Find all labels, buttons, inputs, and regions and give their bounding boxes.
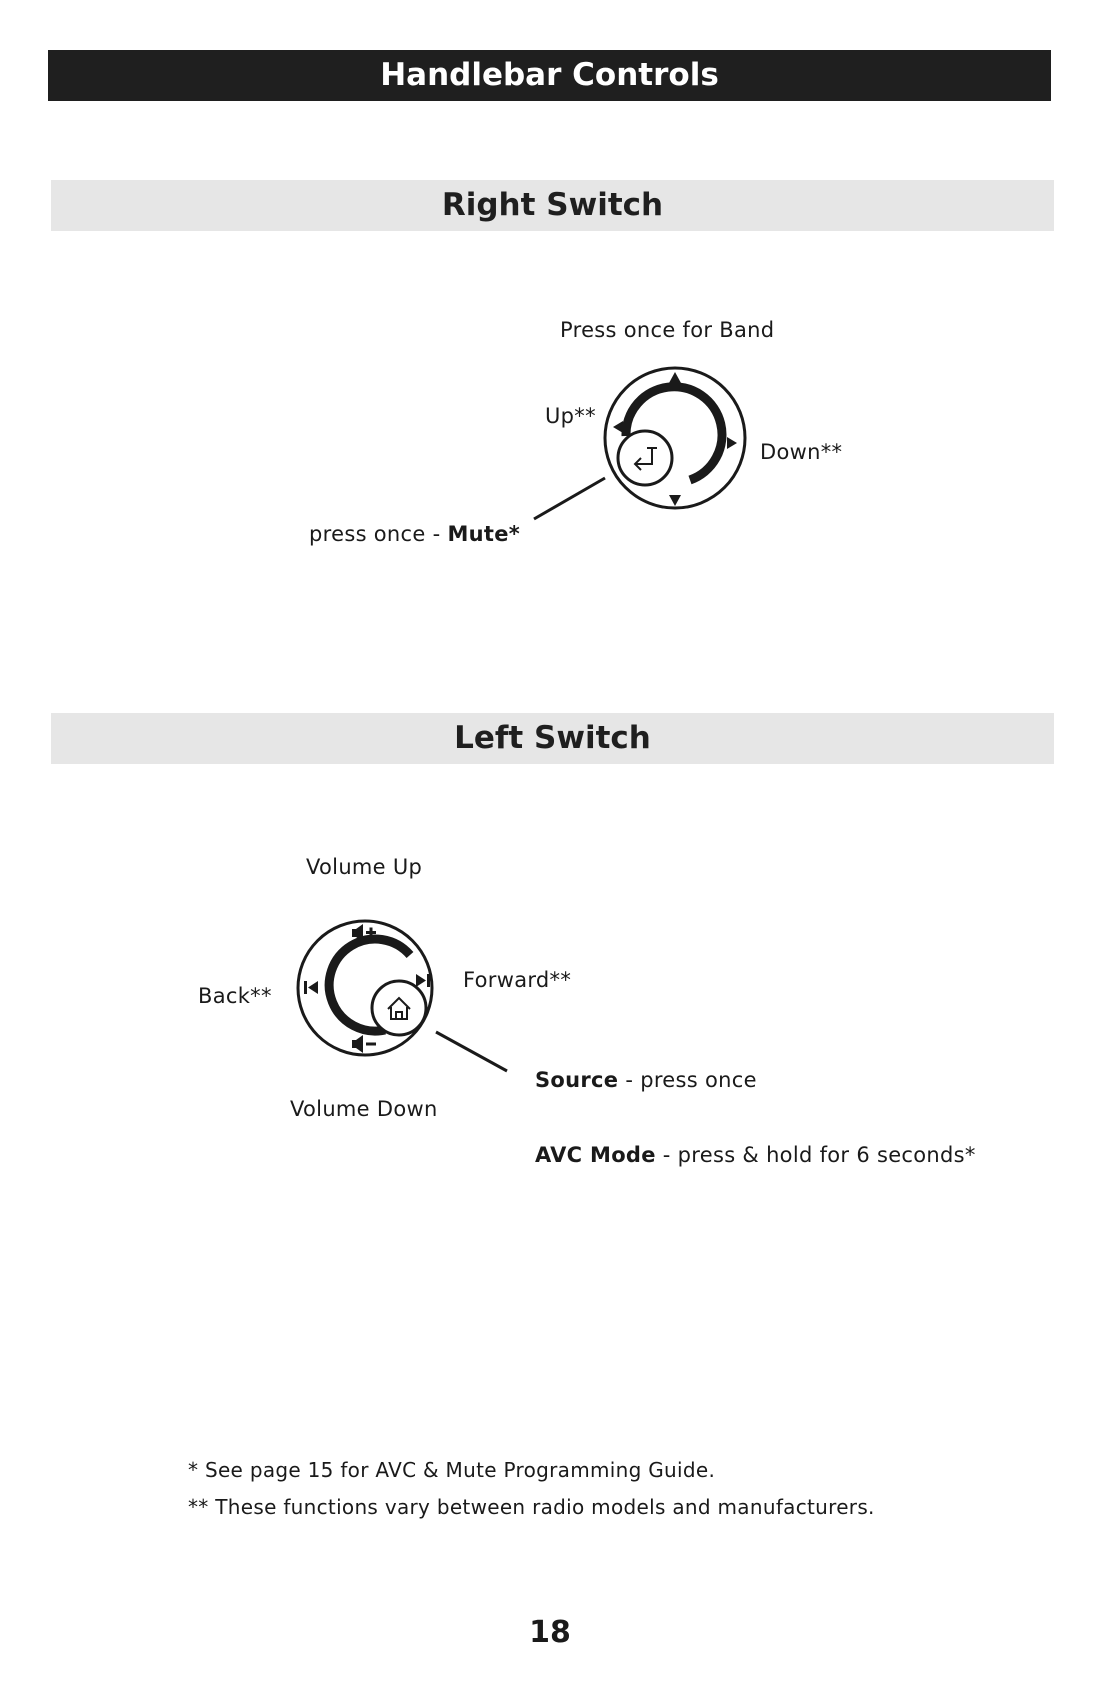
- right-switch-diagram: [534, 368, 745, 519]
- right-switch-center-button: [618, 431, 672, 485]
- band-label: Press once for Band: [560, 318, 775, 342]
- mute-leader-line: [534, 478, 605, 519]
- footnote-functions-vary: ** These functions vary between radio models and manufacturers.: [188, 1495, 875, 1519]
- footnote-avc-mute: * See page 15 for AVC & Mute Programming Guide.: [188, 1458, 716, 1482]
- right-switch-heading: Right Switch: [51, 180, 1054, 231]
- page-number: 18: [529, 1615, 571, 1650]
- source-leader-line: [436, 1032, 507, 1071]
- avc-mode-label: AVC Mode - press & hold for 6 seconds*: [535, 1143, 976, 1167]
- forward-label: Forward**: [463, 968, 572, 992]
- back-label: Back**: [198, 984, 272, 1008]
- source-label: Source - press once: [535, 1068, 757, 1092]
- volume-up-label: Volume Up: [306, 855, 423, 879]
- left-switch-heading: Left Switch: [51, 713, 1054, 764]
- left-switch-diagram: [298, 921, 507, 1071]
- down-label: Down**: [760, 440, 843, 464]
- page-title: Handlebar Controls: [48, 50, 1051, 101]
- up-label: Up**: [545, 404, 596, 428]
- mute-label: press once - Mute*: [309, 522, 521, 546]
- volume-down-label: Volume Down: [290, 1097, 438, 1121]
- left-switch-center-button: [372, 981, 426, 1035]
